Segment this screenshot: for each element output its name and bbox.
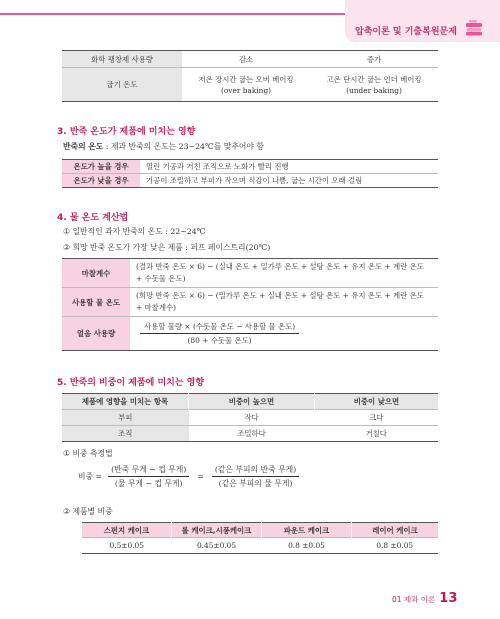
book-stack-icon [465, 20, 483, 36]
denominator: (물 무게 − 컵 무게) [114, 479, 183, 488]
cell: 크다 [369, 413, 384, 422]
cell: 0.5±0.05 [109, 541, 144, 550]
cell: 0.45±0.05 [196, 541, 237, 550]
section4-item2 [63, 242, 270, 253]
fraction [140, 320, 299, 347]
cell: 조밀하다 [237, 429, 266, 438]
formula-equals: = [197, 472, 204, 481]
section4-item1 [63, 226, 205, 237]
section-heading: 3. 반죽 온도가 제품에 미치는 영향 [57, 127, 196, 137]
cell: 고온 단시간 굽는 언더 베이킹 (under baking) [326, 74, 422, 95]
density-formula [78, 463, 299, 490]
section3-intro [63, 141, 264, 152]
row-label: 조직 [62, 426, 189, 442]
temperature-table [62, 159, 438, 188]
denominator: (80 + 수돗물 온도) [187, 336, 252, 345]
item-label: ① 일반적인 과자 반죽의 온도 [63, 227, 163, 236]
item-value: : 22~24℃ [162, 227, 206, 236]
footer [392, 587, 457, 606]
denominator: (같은 부피의 물 무게) [218, 479, 293, 488]
intro-text: : 제과 반죽의 온도는 23~24℃를 맞추어야 함 [103, 142, 264, 151]
formula-cell [130, 259, 438, 288]
row-label: 굽기 온도 [62, 68, 182, 102]
cell: 감소 [238, 54, 254, 64]
page-number: 13 [439, 591, 458, 606]
column-header: 비중이 높으면 [189, 394, 315, 410]
numerator: (반죽 무게 − 컵 무게) [108, 463, 189, 477]
fraction [108, 463, 189, 490]
cell: 0.8 ±0.05 [288, 541, 325, 550]
section5-item2: ② 제품별 비중 [63, 507, 113, 516]
numerator: 사용할 물량 × (수돗물 온도 − 사용할 물 온도) [140, 320, 299, 334]
comparison-table [62, 50, 438, 102]
cell: 저온 장시간 굽는 오버 베이킹 (over baking) [198, 74, 294, 95]
row-label: 부피 [62, 410, 189, 426]
cell: 기공이 조밀하고 부피가 작으며 식감이 나쁨, 굽는 시간이 오래 걸림 [146, 176, 363, 185]
cell: 열린 기공과 거친 조직으로 노화가 빨리 진행 [146, 162, 289, 171]
cell: 작다 [244, 413, 259, 422]
column-header: 제품에 영향을 미치는 항목 [81, 397, 169, 406]
item-label: ② 희망 반죽 온도가 가장 낮은 제품 [63, 243, 183, 252]
column-header: 레이어 케이크 [352, 523, 439, 538]
numerator: (같은 부피의 반죽 무게) [212, 463, 299, 477]
row-label: 화학 팽창제 사용량 [62, 51, 182, 68]
item-value: : 퍼프 페이스트리(20℃) [182, 243, 271, 252]
row-label: 얼음 사용량 [62, 317, 130, 351]
row-label: 마찰계수 [62, 259, 130, 288]
footer-label: 01 제과 이론 [392, 595, 436, 604]
cell: 증가 [366, 54, 382, 64]
intro-term: 반죽의 온도 [63, 142, 104, 151]
section-heading: 5. 반죽의 비중이 제품에 미치는 영향 [57, 378, 205, 388]
water-temp-table [62, 258, 438, 351]
fraction-cell [130, 317, 438, 351]
formula-line: + 마찰계수) [136, 303, 176, 312]
cell: 0.8 ±0.05 [376, 541, 414, 550]
formula-cell [130, 288, 438, 317]
header-title: 압축이론 및 기출복원문제 [355, 27, 457, 37]
formula-line: (결과 반죽 온도 × 6) − (실내 온도 + 밀가루 온도 + 설탕 온도 + 유지 온도 + 계란 온도 [136, 262, 424, 271]
formula-line: (희망 반죽 온도 × 6) − (밀가루 온도 + 실내 온도 + 설탕 온도 + 유지 온도 + 계란 온도 [136, 291, 424, 300]
column-header: 파운드 케이크 [262, 523, 352, 538]
fraction [212, 463, 299, 490]
row-label: 사용할 물 온도 [62, 288, 130, 317]
column-header: 비중이 낮으면 [315, 394, 439, 410]
formula-lhs: 비중 = [78, 472, 103, 481]
cell: 거칠다 [365, 429, 387, 438]
section5-item1: ① 비중 측정법 [63, 449, 113, 458]
product-density-table [82, 522, 438, 554]
column-header: 롤 케이크,시퐁케이크 [172, 523, 262, 538]
section-heading: 4. 물 온도 계산법 [57, 213, 129, 223]
column-header: 스펀지 케이크 [103, 525, 150, 535]
row-label: 온도가 높을 경우 [62, 160, 140, 174]
density-effect-table [62, 393, 438, 442]
row-label: 온도가 낮을 경우 [62, 174, 140, 188]
formula-line: + 수돗물 온도) [136, 274, 186, 283]
